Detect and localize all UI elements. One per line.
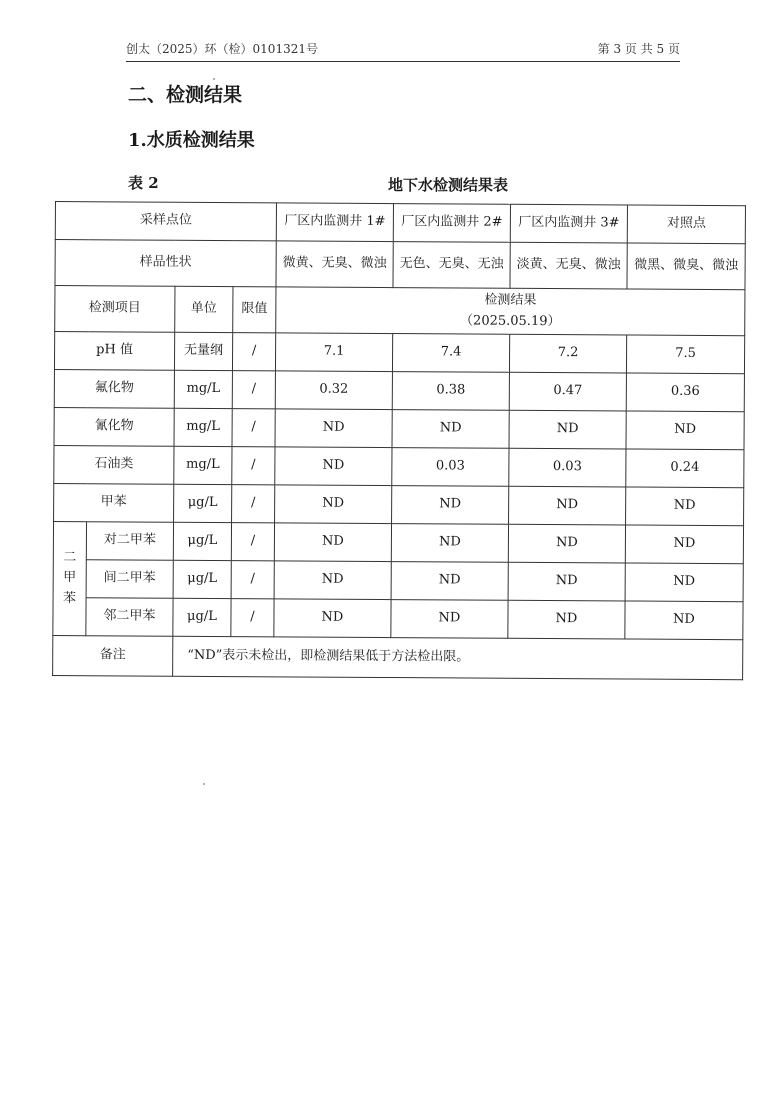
value-cell: 0.03 (509, 448, 626, 487)
value-cell: ND (392, 486, 509, 525)
item-cell: 氟化物 (54, 369, 174, 408)
page-info: 第 3 页 共 5 页 (597, 42, 680, 56)
value-cell: 0.36 (626, 373, 744, 412)
value-cell: ND (392, 410, 509, 449)
value-cell: ND (274, 523, 391, 562)
unit-cell: 无量纲 (174, 332, 232, 370)
unit-cell: μg/L (173, 598, 231, 636)
sampling-point-row (55, 202, 745, 244)
note-text: “ND”表示未检出，即检测结果低于方法检出限。 (173, 636, 743, 679)
value-cell: ND (275, 409, 392, 448)
limit-cell: / (231, 599, 274, 637)
value-cell: ND (626, 411, 744, 450)
table-label: 表 2 (128, 174, 159, 192)
value-cell: ND (274, 599, 391, 638)
group-char: 甲 (63, 570, 77, 586)
value-cell: ND (509, 486, 626, 525)
unit-cell: mg/L (174, 446, 232, 484)
table-row (54, 369, 744, 411)
sub-title: 1.水质检测结果 (128, 130, 255, 151)
limit-cell: / (232, 447, 275, 485)
value-cell: ND (508, 600, 625, 639)
result-title: 检测结果 (484, 292, 537, 309)
item-cell: 石油类 (54, 445, 174, 484)
table-row (53, 521, 743, 563)
unit-cell: μg/L (174, 484, 232, 522)
col-item-header: 检测项目 (55, 286, 175, 333)
item-cell: 对二甲苯 (86, 522, 173, 561)
table-row (54, 332, 744, 374)
point-cell: 厂区内监测井 3# (510, 204, 627, 243)
item-cell: 甲苯 (54, 483, 174, 522)
groundwater-results-table (52, 201, 746, 680)
value-cell: 0.38 (392, 372, 509, 411)
value-cell: 0.24 (626, 449, 744, 488)
unit-cell: mg/L (174, 408, 232, 446)
point-cell: 厂区内监测井 1# (276, 203, 393, 242)
point-cell: 厂区内监测井 2# (393, 204, 510, 243)
value-cell: 7.2 (509, 334, 626, 373)
value-cell: ND (508, 562, 625, 601)
item-cell: 邻二甲苯 (86, 598, 173, 637)
sample-state-label: 样品性状 (55, 240, 276, 287)
value-cell: 0.47 (509, 372, 626, 411)
limit-cell: / (231, 523, 274, 561)
section-title: 二、检测结果 (128, 84, 243, 106)
result-date: （2025.05.19） (460, 312, 561, 329)
limit-cell: / (232, 333, 275, 371)
value-cell: ND (509, 410, 626, 449)
scan-speck (203, 783, 205, 785)
value-cell: ND (625, 601, 743, 640)
state-cell: 淡黄、无臭、微浊 (510, 242, 627, 289)
note-label: 备注 (53, 635, 173, 676)
value-cell: ND (391, 562, 508, 601)
item-cell: 间二甲苯 (86, 560, 173, 599)
table-row (53, 559, 743, 601)
value-cell: ND (275, 485, 392, 524)
value-cell: ND (274, 561, 391, 600)
value-cell: ND (625, 525, 743, 564)
state-cell: 微黑、微臭、微浊 (627, 243, 745, 290)
col-unit-header: 单位 (175, 286, 233, 332)
limit-cell: / (231, 561, 274, 599)
page-header (126, 40, 680, 62)
col-result-header (276, 287, 745, 336)
limit-cell: / (232, 409, 275, 447)
point-cell: 对照点 (627, 205, 745, 244)
table-row (54, 483, 744, 525)
xylene-group-label (53, 521, 87, 635)
group-char: 苯 (63, 590, 77, 606)
value-cell: 7.4 (392, 334, 509, 373)
note-row (53, 635, 743, 679)
document-number: 创太（2025）环（检）0101321号 (126, 42, 318, 56)
value-cell: 0.32 (275, 371, 392, 410)
unit-cell: μg/L (173, 560, 231, 598)
value-cell: 0.03 (392, 448, 509, 487)
sample-state-row (55, 240, 745, 290)
value-cell: ND (625, 563, 743, 602)
state-cell: 无色、无臭、无浊 (393, 242, 510, 289)
value-cell: ND (391, 524, 508, 563)
item-cell: pH 值 (54, 332, 174, 371)
value-cell: 7.5 (626, 335, 744, 374)
table-row (54, 445, 744, 487)
table-caption: 地下水检测结果表 (388, 176, 509, 194)
value-cell: ND (275, 447, 392, 486)
value-cell: ND (626, 487, 744, 526)
unit-cell: μg/L (173, 522, 231, 560)
table-row (53, 597, 743, 639)
sampling-point-label: 采样点位 (55, 202, 276, 241)
limit-cell: / (232, 371, 275, 409)
column-header-row (55, 286, 745, 336)
value-cell: ND (391, 600, 508, 639)
value-cell: ND (508, 524, 625, 563)
limit-cell: / (232, 485, 275, 523)
table-row (54, 407, 744, 449)
unit-cell: mg/L (174, 370, 232, 408)
item-cell: 氰化物 (54, 407, 174, 446)
scan-speck (213, 78, 215, 80)
col-limit-header: 限值 (233, 287, 276, 333)
value-cell: 7.1 (275, 333, 392, 372)
state-cell: 微黄、无臭、微浊 (276, 241, 393, 288)
group-char: 二 (63, 550, 77, 566)
